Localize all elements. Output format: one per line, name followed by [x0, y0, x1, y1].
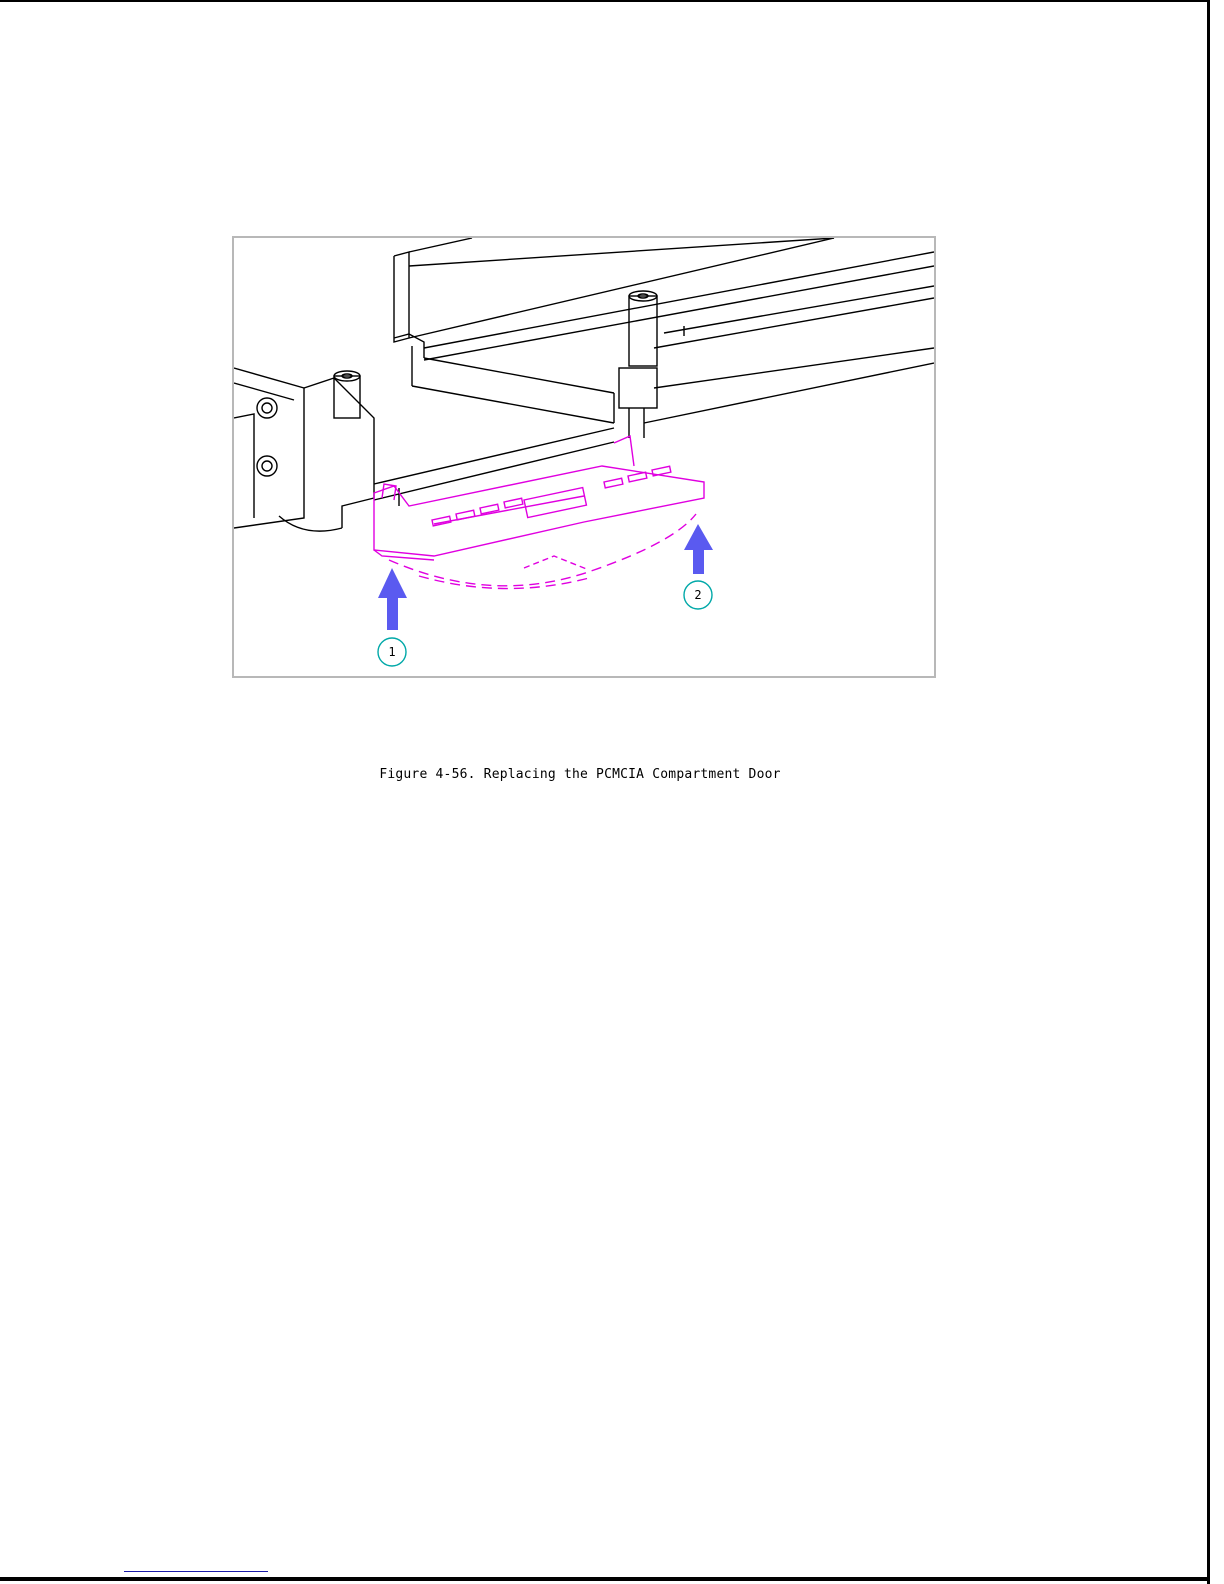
- footer-link-rule[interactable]: [124, 1571, 268, 1572]
- page-border-bottom: [0, 1577, 1210, 1581]
- figure-caption: Figure 4-56. Replacing the PCMCIA Compartment Door: [379, 767, 781, 782]
- svg-text:1: 1: [388, 645, 396, 659]
- chassis-line-art: [234, 238, 934, 531]
- page-border-top: [0, 0, 1210, 2]
- arrow-2: [684, 524, 713, 574]
- door-vent-slots: [432, 466, 671, 526]
- svg-text:2: 2: [694, 588, 702, 602]
- page-border-right: [1207, 0, 1210, 1584]
- figure-illustration: [232, 236, 936, 678]
- arrow-1: [378, 568, 407, 630]
- pcmcia-door-highlight: [374, 436, 704, 589]
- callout-2: [684, 581, 712, 609]
- exploded-view-drawing: [234, 238, 934, 676]
- callout-1: [378, 638, 406, 666]
